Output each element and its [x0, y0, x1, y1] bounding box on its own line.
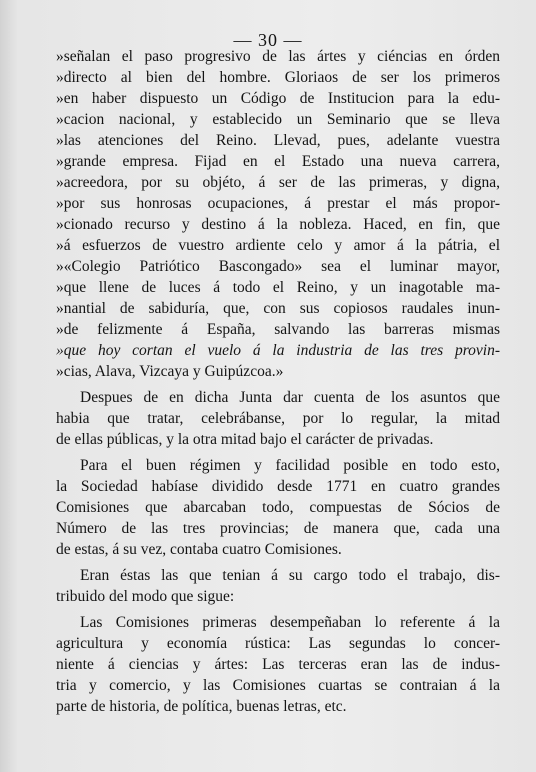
- text-line: »acreedora, por su objéto, á ser de las primeras, y digna,: [56, 174, 500, 191]
- text-line: Despues de en dicha Junta dar cuenta de los asuntos que: [80, 389, 500, 406]
- text-line: »á esfuerzos de vuestro ardiente celo y amor á la pátria, el: [56, 237, 500, 254]
- text-line: »cacion nacional, y establecido un Seminario que se lleva: [56, 111, 500, 128]
- page-number: — 30 —: [233, 30, 303, 50]
- text-line: »de felizmente á España, salvando las barreras mismas: [56, 321, 500, 338]
- text-line: tribuido del modo que sigue:: [56, 588, 235, 605]
- text-line: Comisiones que abarcaban todo, compuestas de Sócios de: [56, 499, 500, 516]
- page-body: [56, 46, 500, 717]
- text-line: »en haber dispuesto un Código de Institucion para la edu-: [56, 90, 500, 107]
- text-line: »por sus honrosas ocupaciones, á prestar el más propor-: [56, 195, 500, 212]
- text-line: Número de las tres provincias; de manera que, cada una: [56, 520, 500, 537]
- text-line: tria y comercio, y las Comisiones cuartas se contraian á la: [56, 677, 500, 694]
- text-line: »cionado recurso y destino á la nobleza. Haced, en fin, que: [56, 216, 500, 233]
- text-line: »directo al bien del hombre. Gloriaos de ser los primeros: [56, 69, 500, 86]
- text-line: »«Colegio Patriótico Bascongado» sea el luminar mayor,: [56, 258, 500, 275]
- text-line: Las Comisiones primeras desempeñaban lo referente á la: [80, 614, 500, 631]
- text-line: Para el buen régimen y facilidad posible en todo esto,: [80, 457, 500, 474]
- text-line: parte de historia, de política, buenas letras, etc.: [56, 698, 347, 715]
- text-line: »cias, Alava, Vizcaya y Guipúzcoa.»: [56, 363, 284, 380]
- text-line: habia que tratar, celebrábanse, por lo regular, la mitad: [56, 410, 500, 427]
- text-line: »nantial de sabiduría, que, con sus copiosos raudales inun-: [56, 300, 500, 317]
- text-line: de ellas públicas, y la otra mitad bajo el carácter de privadas.: [56, 431, 434, 448]
- text-line: de estas, á su vez, contaba cuatro Comisiones.: [56, 541, 342, 558]
- text-line: »que llene de luces á todo el Reino, y un inagotable ma-: [56, 279, 500, 296]
- text-line: la Sociedad habíase dividido desde 1771 en cuatro grandes: [56, 478, 500, 495]
- text-line: agricultura y economía rústica: Las segundas lo concer-: [56, 635, 500, 652]
- text-line: »grande empresa. Fijad en el Estado una nueva carrera,: [56, 153, 500, 170]
- text-line: »que hoy cortan el vuelo á la industria de las tres provin-: [56, 342, 500, 359]
- text-line: »señalan el paso progresivo de las ártes y ciéncias en órden: [56, 48, 500, 65]
- text-line: niente á ciencias y ártes: Las terceras eran las de indus-: [56, 656, 500, 673]
- text-line: »las atenciones del Reino. Llevad, pues, adelante vuestra: [56, 132, 500, 149]
- text-line: Eran éstas las que tenian á su cargo todo el trabajo, dis-: [80, 567, 500, 584]
